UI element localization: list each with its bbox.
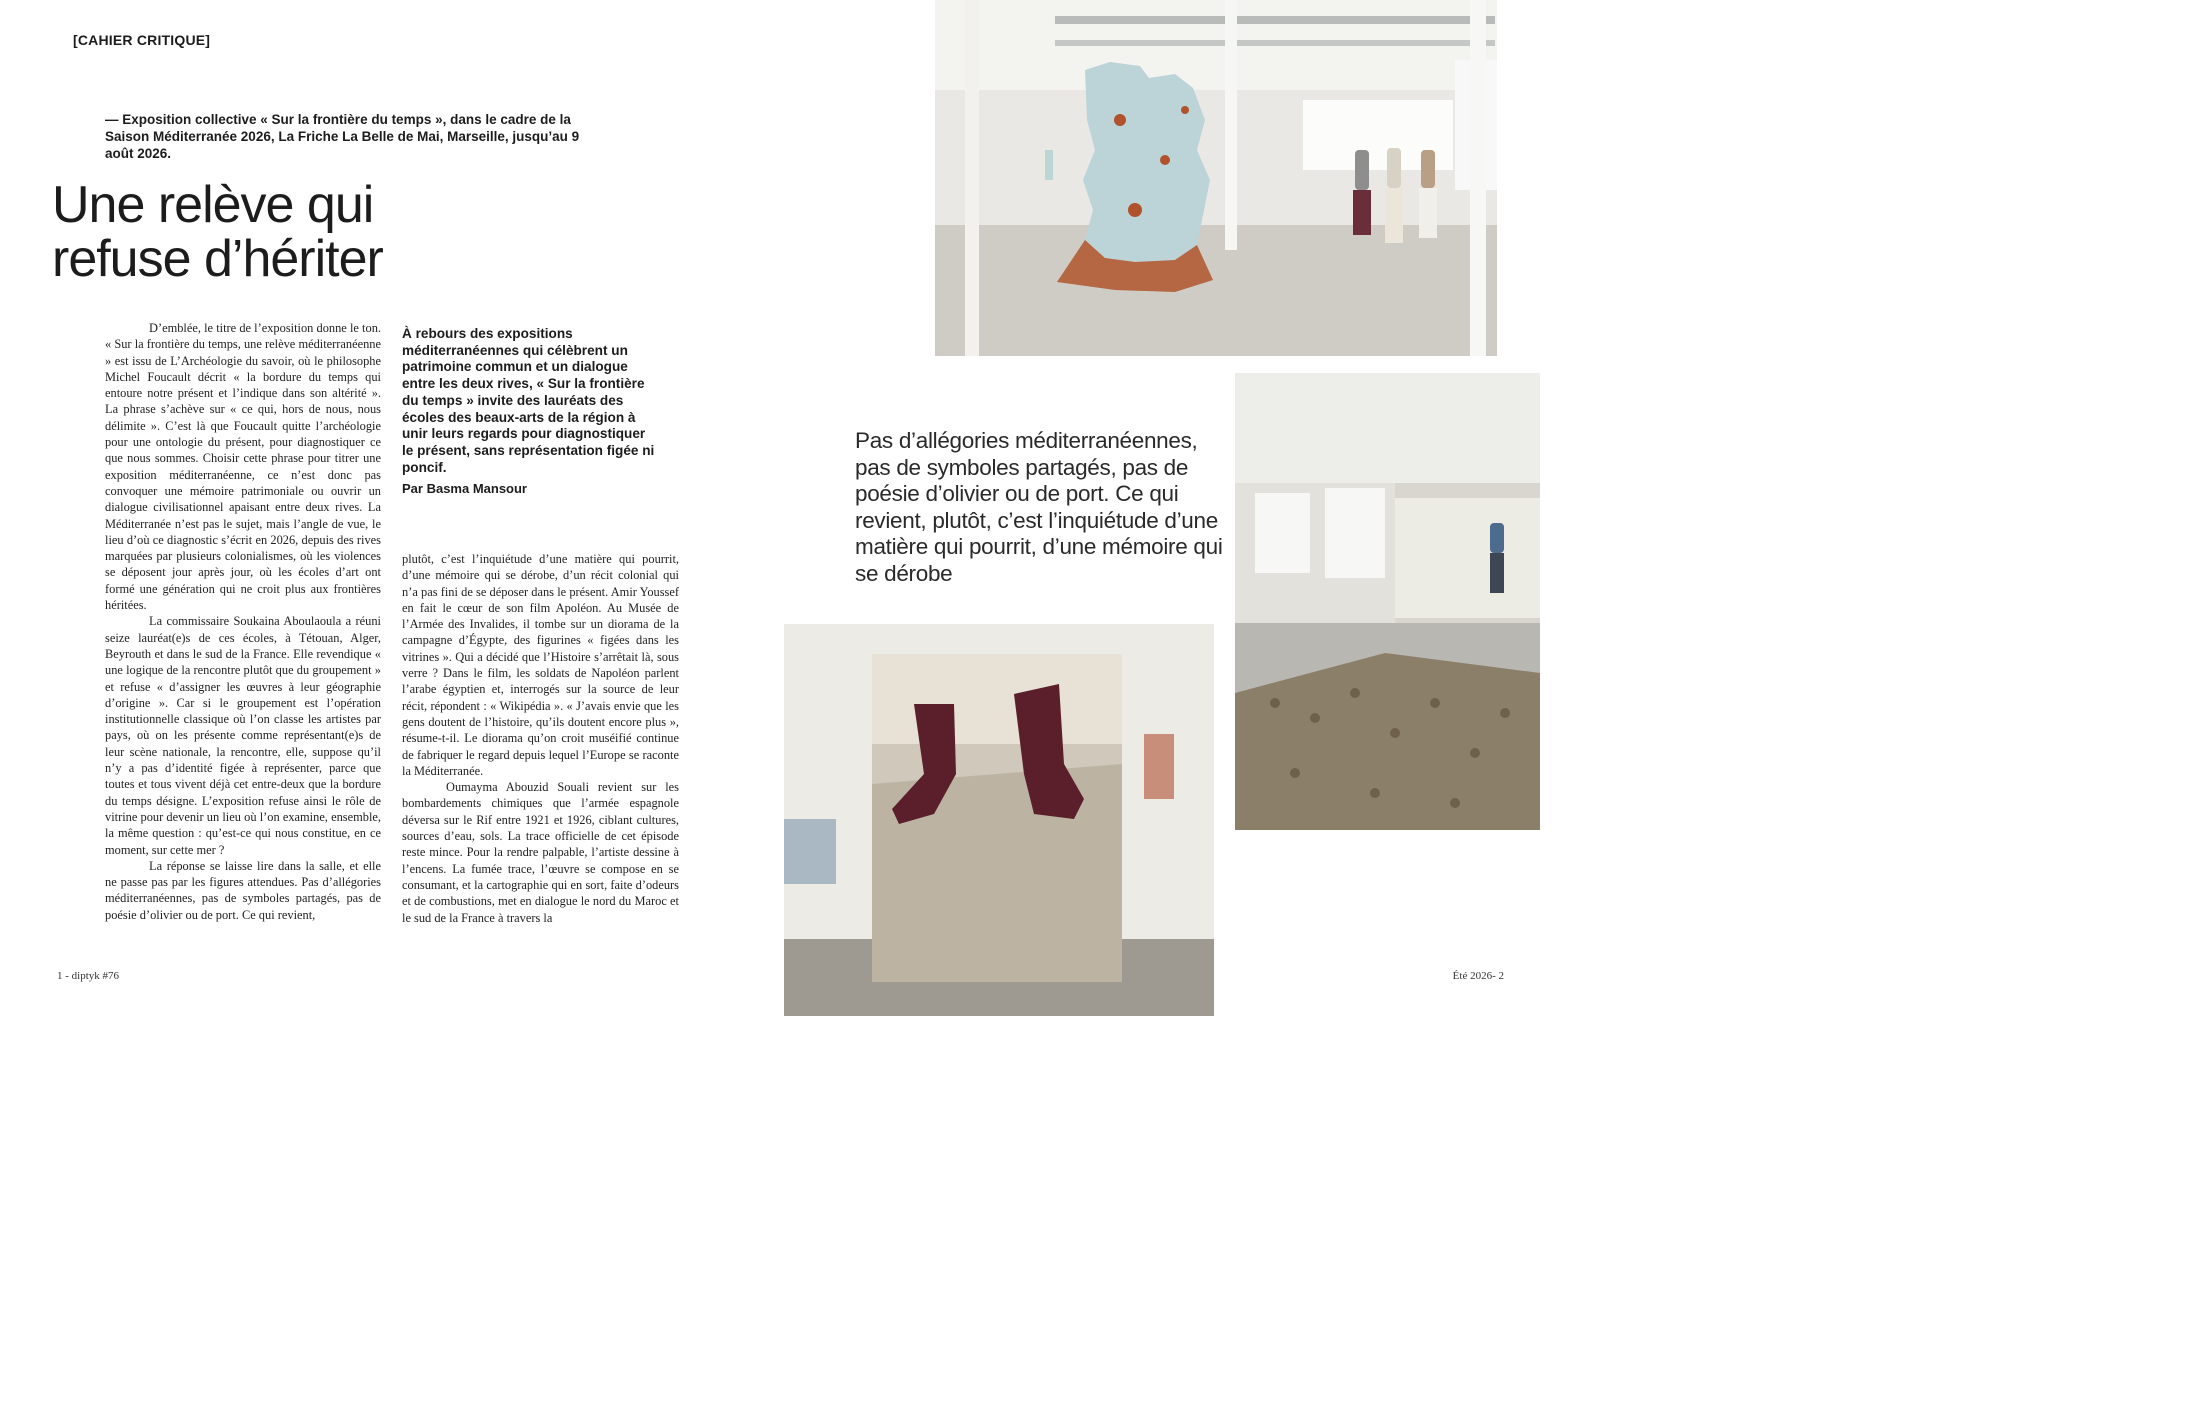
pull-quote: Pas d’allégories méditerranéennes, pas de symboles partagés, pas de poésie d’olivier ou de port. Ce qui revient, plutôt, c’est l’inquiétude d’une matière qui pourrit, d’une mémoire qui se dérobe xyxy=(855,428,1223,586)
body-column-1 xyxy=(105,320,381,923)
photo-boots-painting xyxy=(784,624,1214,1016)
paragraph: La réponse se laisse lire dans la salle, et elle ne passe pas par les figures attendues. Pas d’allégories méditerranéennes, pas de symboles partagés, pas de poésie d’olivier ou de port. Ce qui revient, xyxy=(105,858,381,922)
paragraph: Oumayma Abouzid Souali revient sur les bombardements chimiques que l’armée espagnole déversa sur le Rif entre 1921 et 1926, ciblant cultures, sources d’eau, sols. La trace officielle de cet épisode reste mince. Pour la rendre palpable, l’artiste dessine à l’encens. La fumée trace, l’œuvre se compose en se consumant, et la cartographie qui en sort, faite d’odeurs et de combustions, met en dialogue le nord du Maroc et le sud de la France à travers la xyxy=(402,780,679,925)
folio-right: Été 2026- 2 xyxy=(1452,970,1504,982)
paragraph: La commissaire Soukaina Aboulaoula a réuni seize lauréat(e)s de ces écoles, à Tétouan, Alger, Beyrouth et dans le sud de la France. Elle revendique « une logique de la rencontre plutôt que du groupement » et refuse « d’assigner les œuvres à leur géographie d’origine ». Car si le groupement est l’opération institutionnelle classique où l’on classe les artistes par pays, où on les présente comme représentant(e)s de leur scène nationale, la rencontre, elle, suppose qu’il n’y a pas d’identité figée à représenter, parce que toutes et tous vivent déjà cet entre-deux que la bordure du temps désigne. L’exposition refuse ainsi le rôle de vitrine pour devenir un lieu où l’on examine, ensemble, la même question : qu’est-ce qui nous constitue, en ce moment, sur cette mer ? xyxy=(105,614,381,857)
headline xyxy=(52,178,532,286)
exhibition-info: — Exposition collective « Sur la frontière du temps », dans le cadre de la Saison Méditerranée 2026, La Friche La Belle de Mai, Marseille, jusqu’au 9 août 2026. xyxy=(105,112,580,161)
lede: À rebours des expositions méditerranéennes qui célèbrent un patrimoine commun et un dialogue entre les deux rives, « Sur la frontière du temps » invite des lauréats des écoles des beaux-arts de la région à unir leurs regards pour diagnostiquer le présent, sans représentation figée ni poncif. xyxy=(402,326,655,475)
photo-ceramic-bowls xyxy=(1235,373,1540,830)
folio-left: 1 - diptyk #76 xyxy=(57,970,120,982)
paragraph: plutôt, c’est l’inquiétude d’une matière qui pourrit, d’une mémoire qui se dérobe, d’un récit colonial qui n’a pas fini de se déposer dans le présent. Amir Youssef en fait le cœur de son film Apoléon. Au Musée de l’Armée des Invalides, il tombe sur un diorama de la campagne d’Égypte, des figurines « figées dans les vitrines ». Qui a décidé que l’Histoire s’arrêtait là, sous verre ? Dans le film, les soldats de Napoléon parlent l’arabe égyptien et, interrogés sur la source de leur récit, répondent : « Wikipédia ». « J’avais envie que les gens doutent de l’histoire, qu’ils doutent encore plus », résume-t-il. Le diorama qu’on croit muséifié continue de fabriquer le regard depuis lequel l’Europe se raconte la Méditerranée. xyxy=(402,552,679,778)
body-column-2 xyxy=(402,551,679,926)
paragraph: D’emblée, le titre de l’exposition donne le ton. « Sur la frontière du temps, une relève méditerranéenne » est issu de L’Archéologie du savoir, où le philosophe Michel Foucault décrit « la bordure du temps qui entoure notre présent et l’indique dans son altérité ». La phrase s’achève sur « ce qui, hors de nous, nous délimite ». C’est là que Foucault quitte l’archéologie pour une ontologie du présent, pour diagnostiquer ce que nous sommes. Choisir cette phrase pour titrer une exposition méditerranéenne, ce n’est donc pas convoquer une mémoire patrimoniale ou ouvrir un dialogue civilisationnel apaisant entre deux rives. La Méditerranée n’est pas le sujet, mais l’angle de vue, le lieu d’où ce diagnostic s’écrit en 2026, depuis des rives marquées par plusieurs colonialismes, où les violences se déposent jour après jour, où les écoles d’art ont formé une génération qui ne croit plus aux frontières héritées. xyxy=(105,321,381,613)
headline-line-1: Une relève qui xyxy=(52,176,374,234)
photo-wall-installation xyxy=(935,0,1497,356)
headline-line-2: refuse d’hériter xyxy=(52,230,383,288)
byline: Par Basma Mansour xyxy=(402,481,527,496)
section-tag: [CAHIER CRITIQUE] xyxy=(73,32,211,48)
